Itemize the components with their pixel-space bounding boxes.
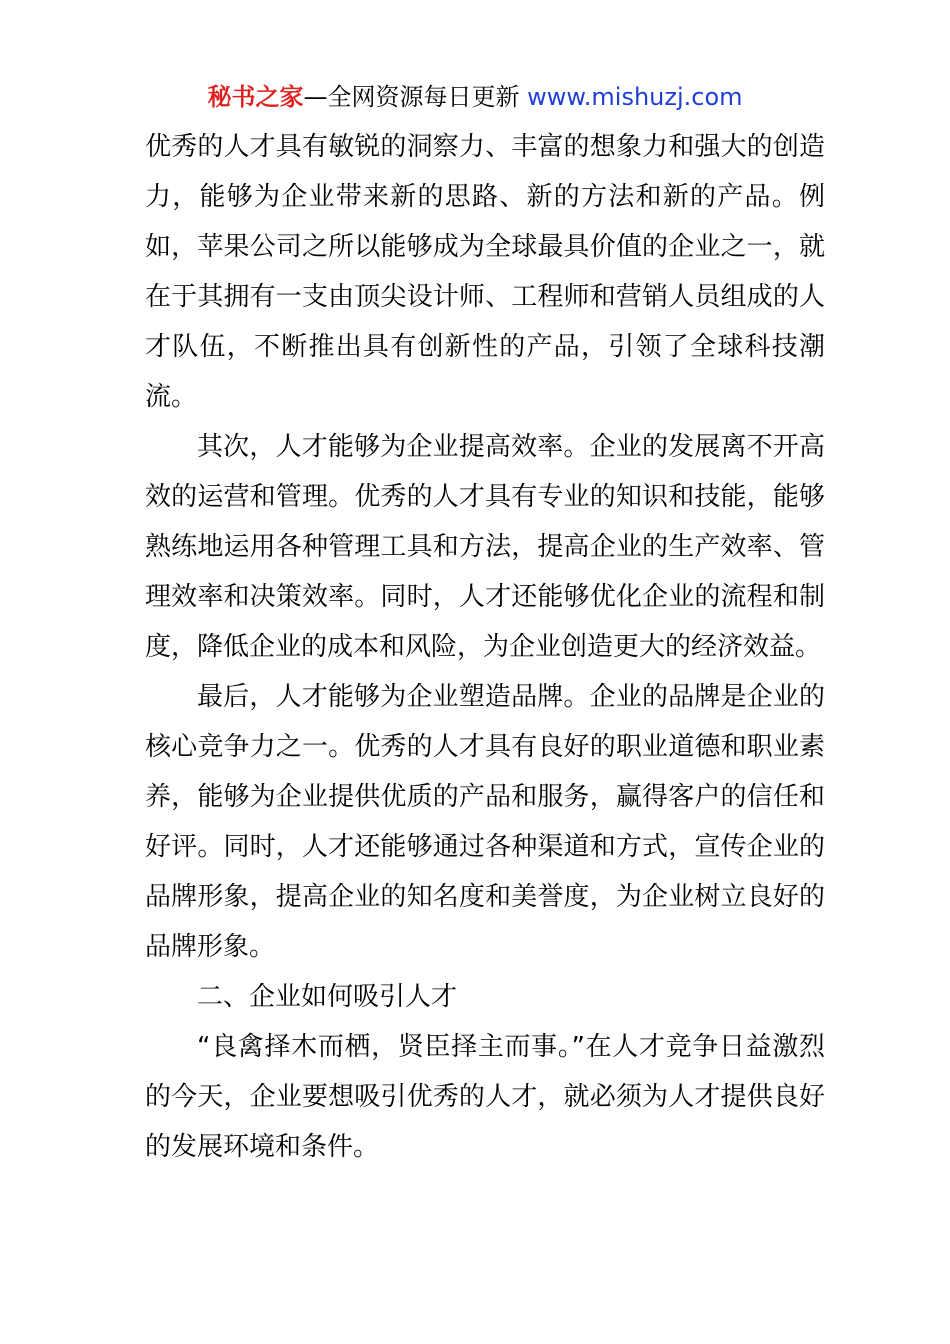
paragraph-continued: 优秀的人才具有敏锐的洞察力、丰富的想象力和强大的创造力，能够为企业带来新的思路、新的方法和新的产品。例如，苹果公司之所以能够成为全球最具价值的企业之一，就在于其拥有一支由顶尖设计师、工程师和营销人员组成的人才队伍，不断推出具有创新性的产品，引领了全球科技潮流。	[145, 132, 825, 412]
site-brand: 秘书之家	[207, 83, 304, 111]
paragraph-attract-talent: “良禽择木而栖，贤臣择主而事。”在人才竞争日益激烈的今天，企业要想吸引优秀的人才，就必须为人才提供良好的发展环境和条件。	[145, 1032, 825, 1162]
paragraph-brand: 最后，人才能够为企业塑造品牌。企业的品牌是企业的核心竞争力之一。优秀的人才具有良好的职业道德和职业素养，能够为企业提供优质的产品和服务，赢得客户的信任和好评。同时，人才还能够通过各种渠道和方式，宣传企业的品牌形象，提高企业的知名度和美誉度，为企业树立良好的品牌形象。	[145, 682, 825, 962]
site-tagline: —全网资源每日更新	[303, 83, 520, 111]
site-url-link[interactable]: www.mishuzj.com	[527, 83, 743, 111]
site-header	[0, 80, 950, 114]
paragraph-efficiency: 其次，人才能够为企业提高效率。企业的发展离不开高效的运营和管理。优秀的人才具有专业的知识和技能，能够熟练地运用各种管理工具和方法，提高企业的生产效率、管理效率和决策效率。同时，人才还能够优化企业的流程和制度，降低企业的成本和风险，为企业创造更大的经济效益。	[145, 432, 825, 662]
section-heading: 二、企业如何吸引人才	[197, 982, 458, 1012]
document-body	[145, 122, 825, 1172]
